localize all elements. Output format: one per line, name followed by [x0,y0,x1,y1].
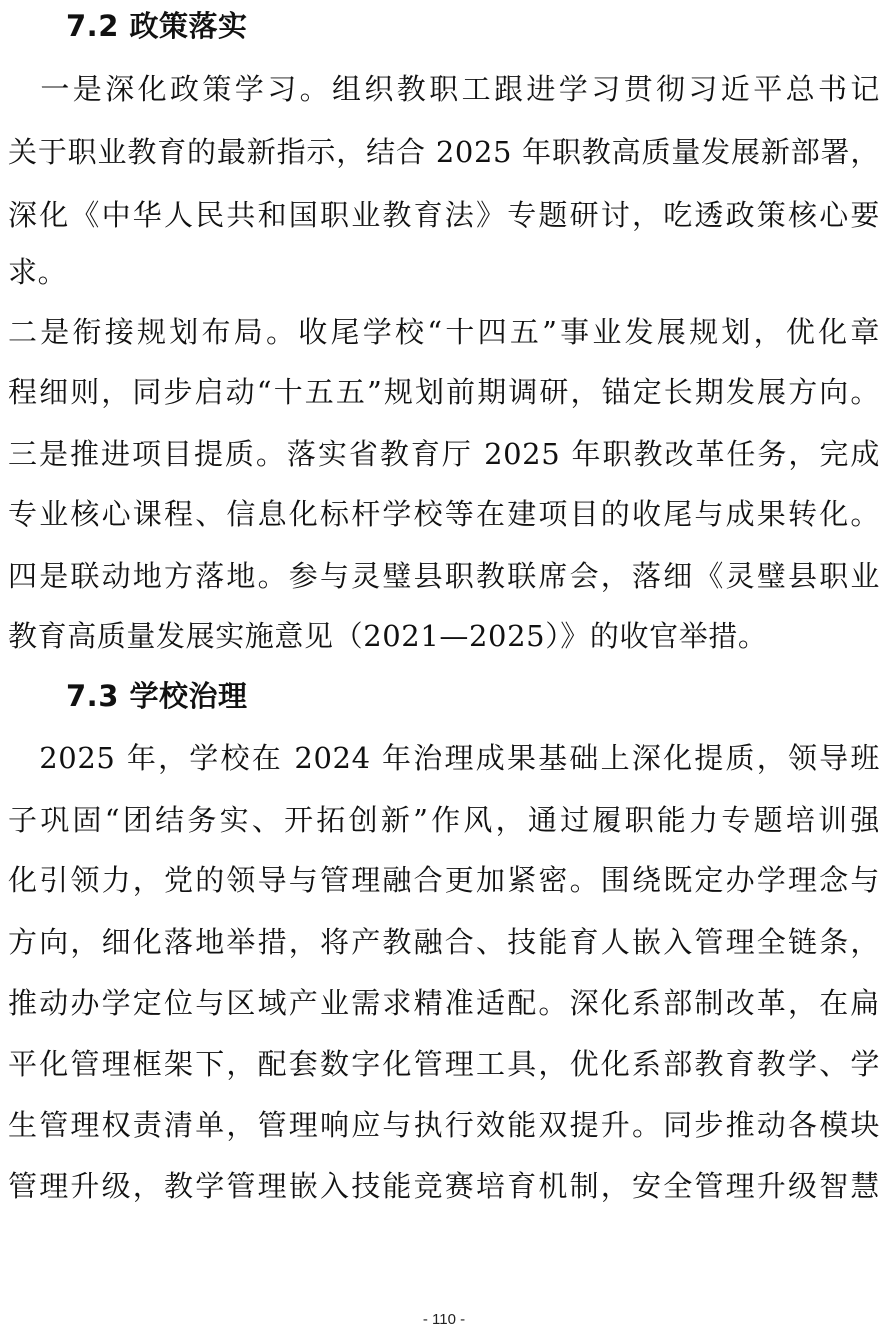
paragraph-line: 四是联动地方落地。参与灵璧县职教联席会，落细《灵璧县职业 [8,559,880,593]
paragraph-line: 方向，细化落地举措，将产教融合、技能育人嵌入管理全链条， [8,925,880,959]
paragraph-line: 求。 [8,255,68,289]
paragraph-line: 子巩固“团结务实、开拓创新”作风，通过履职能力专题培训强 [8,803,880,837]
paragraph-line: 生管理权责清单，管理响应与执行效能双提升。同步推动各模块 [8,1108,880,1142]
paragraph-line: 二是衔接规划布局。收尾学校“十四五”事业发展规划，优化章 [8,315,880,349]
paragraph-line: 平化管理框架下，配套数字化管理工具，优化系部教育教学、学 [8,1047,880,1081]
paragraph-line: 管理升级，教学管理嵌入技能竞赛培育机制，安全管理升级智慧 [8,1169,880,1203]
page-number: - 110 - [422,1311,466,1328]
paragraph-line: 化引领力，党的领导与管理融合更加紧密。围绕既定办学理念与 [8,863,880,897]
paragraph-line: 三是推进项目提质。落实省教育厅 2025 年职教改革任务，完成 [8,437,880,471]
paragraph-line: 一是深化政策学习。组织教职工跟进学习贯彻习近平总书记 [8,72,880,106]
section-heading-7-3: 7.3 学校治理 [66,679,248,713]
paragraph-line: 深化《中华人民共和国职业教育法》专题研讨，吃透政策核心要 [8,198,880,232]
paragraph-line: 推动办学定位与区域产业需求精准适配。深化系部制改革，在扁 [8,986,880,1020]
paragraph-line: 关于职业教育的最新指示，结合 2025 年职教高质量发展新部署， [8,135,880,169]
paragraph-line: 专业核心课程、信息化标杆学校等在建项目的收尾与成果转化。 [8,497,880,531]
paragraph-line: 2025 年，学校在 2024 年治理成果基础上深化提质，领导班 [8,741,880,775]
section-heading-7-2: 7.2 政策落实 [66,9,248,43]
paragraph-line: 教育高质量发展实施意见（2021—2025）》的收官举措。 [8,619,768,653]
paragraph-line: 程细则，同步启动“十五五”规划前期调研，锚定长期发展方向。 [8,375,880,409]
